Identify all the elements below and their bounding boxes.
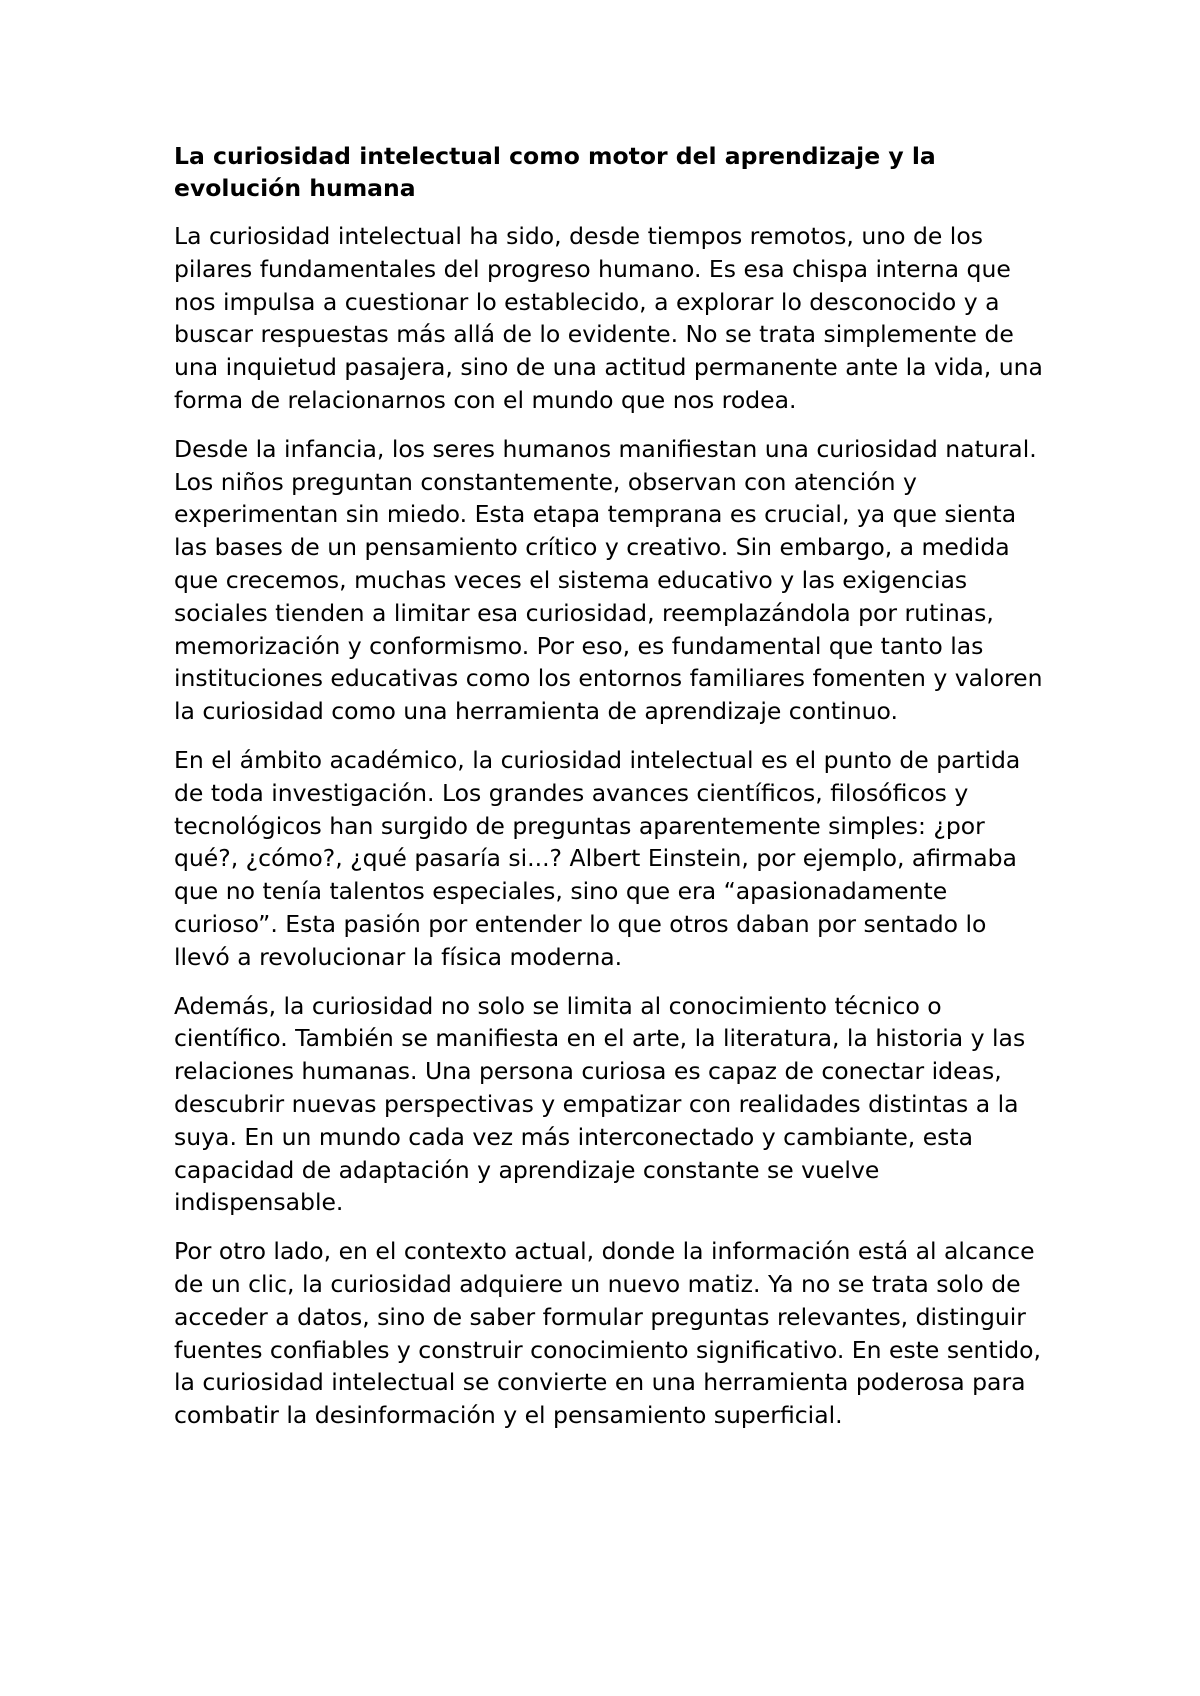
paragraph: Por otro lado, en el contexto actual, donde la información está al alcance de un clic, la curiosidad adquiere un nuevo matiz. Ya no se trata solo de acceder a datos, sino de saber formular preguntas relevantes, distinguir fuentes confiables y construir conocimiento significativo. En este sentido, la curiosidad intelectual se convierte en una herramienta poderosa para combatir la desinformación y el pensamiento superficial. [174,1237,1041,1430]
document-body [174,140,1044,1448]
paragraph: La curiosidad intelectual ha sido, desde tiempos remotos, uno de los pilares fundamentales del progreso humano. Es esa chispa interna que nos impulsa a cuestionar lo establecido, a explorar lo desconocido y a buscar respuestas más allá de lo evidente. No se trata simplemente de una inquietud pasajera, sino de una actitud permanente ante la vida, una forma de relacionarnos con el mundo que nos rodea. [174,222,1043,414]
paragraph: Además, la curiosidad no solo se limita al conocimiento técnico o científico. También se manifiesta en el arte, la literatura, la historia y las relaciones humanas. Una persona curiosa es capaz de conectar ideas, descubrir nuevas perspectivas y empatizar con realidades distintas a la suya. En un mundo cada vez más interconectado y cambiante, esta capacidad de adaptación y aprendizaje constante se vuelve indispensable. [174,991,1026,1217]
paragraph: En el ámbito académico, la curiosidad intelectual es el punto de partida de toda investigación. Los grandes avances científicos, filosóficos y tecnológicos han surgido de preguntas aparentemente simples: ¿por qué?, ¿cómo?, ¿qué pasaría si...? Albert Einstein, por ejemplo, afirmaba que no tenía talentos especiales, sino que era “apasionadamente curioso”. Esta pasión por entender lo que otros daban por sentado lo llevó a revolucionar la física moderna. [174,745,1021,971]
paragraph: Desde la infancia, los seres humanos manifiestan una curiosidad natural. Los niños preguntan constantemente, observan con atención y experimentan sin miedo. Esta etapa temprana es crucial, ya que sienta las bases de un pensamiento crítico y creativo. Sin embargo, a medida que crecemos, muchas veces el sistema educativo y las exigencias sociales tienden a limitar esa curiosidad, reemplazándola por rutinas, memorización y conformismo. Por eso, es fundamental que tanto las instituciones educativas como los entornos familiares fomenten y valoren la curiosidad como una herramienta de aprendizaje continuo. [174,434,1043,726]
document-title: La curiosidad intelectual como motor del aprendizaje y la evolución humana [174,142,936,202]
